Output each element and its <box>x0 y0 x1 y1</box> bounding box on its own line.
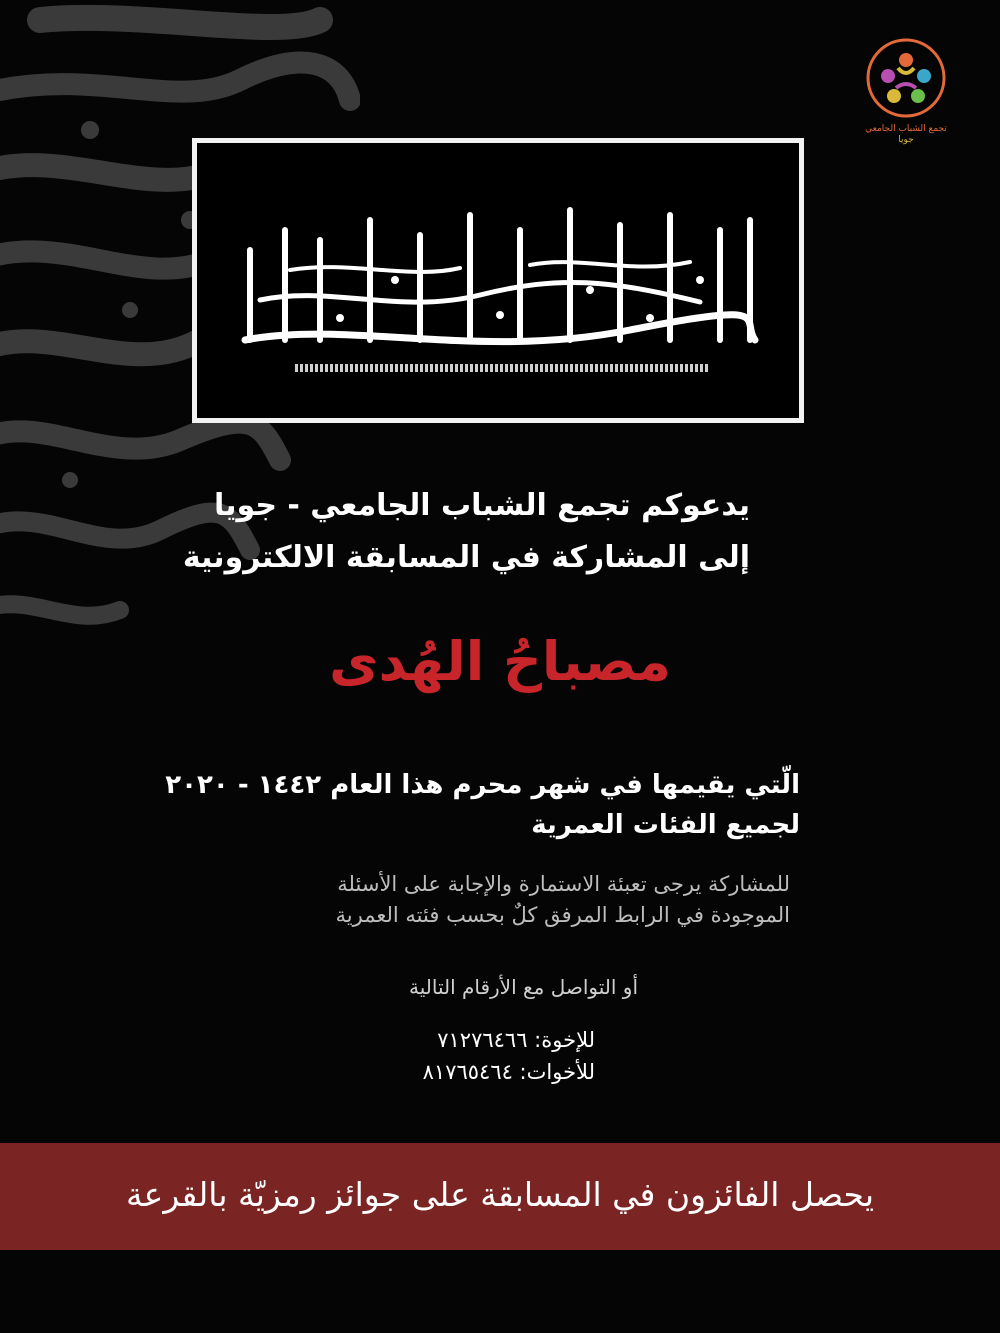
competition-audience: لجميع الفئات العمرية <box>531 810 800 840</box>
prize-banner-text: يحصل الفائزون في المسابقة على جوائز رمزيّة بالقرعة <box>125 1175 875 1214</box>
organization-logo <box>858 38 954 156</box>
prize-banner <box>0 1143 1000 1250</box>
logo-name: تجمع الشباب الجامعي <box>865 124 947 134</box>
brothers-phone: للإخوة: ٧١٢٧٦٤٦٦ <box>437 1028 595 1052</box>
instructions-line-1: للمشاركة يرجى تعبئة الاستمارة والإجابة على الأسئلة <box>337 872 790 896</box>
sisters-phone: للأخوات: ٨١٧٦٥٤٦٤ <box>422 1060 595 1084</box>
logo-caption <box>858 124 954 146</box>
invitation-line-2: إلى المشاركة في المسابقة الالكترونية <box>182 540 750 575</box>
competition-title: مصباحُ الهُدى <box>329 630 671 693</box>
logo-subname: جويا <box>898 135 914 145</box>
people-circle-logo-icon <box>858 38 954 124</box>
instructions-line-2: الموجودة في الرابط المرفق كلٌ بحسب فئته العمرية <box>335 903 790 927</box>
contact-intro: أو التواصل مع الأرقام التالية <box>409 975 638 999</box>
arabic-calligraphy-icon <box>230 190 770 390</box>
competition-date: الّتي يقيمها في شهر محرم هذا العام ١٤٤٢ - ٢٠٢٠ <box>165 770 800 800</box>
invitation-line-1: يدعوكم تجمع الشباب الجامعي - جويا <box>213 488 750 523</box>
